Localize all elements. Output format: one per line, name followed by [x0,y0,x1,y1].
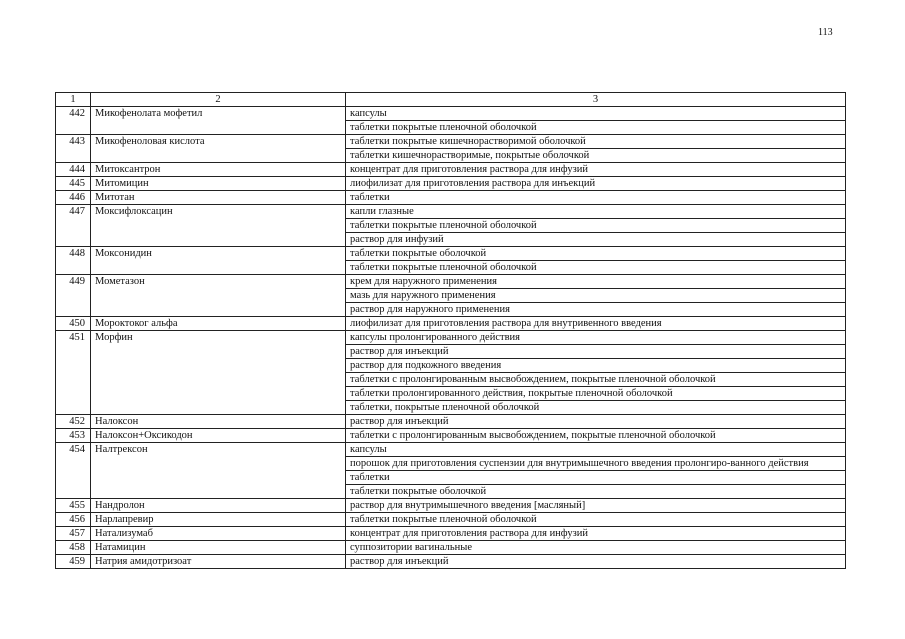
dosage-form: раствор для подкожного введения [346,359,846,373]
entry-number [56,121,91,135]
dosage-form: таблетки с пролонгированным высвобождением, покрытые пленочной оболочкой [346,429,846,443]
entry-number: 453 [56,429,91,443]
dosage-form: раствор для внутримышечного введения [масляный] [346,499,846,513]
drug-name: Натамицин [91,541,346,555]
entry-number [56,289,91,303]
dosage-form: таблетки покрытые пленочной оболочкой [346,513,846,527]
drug-name: Микофенолата мофетил [91,107,346,121]
drug-name: Митомицин [91,177,346,191]
dosage-form: мазь для наружного применения [346,289,846,303]
header-col-3: 3 [346,93,846,107]
dosage-form: таблетки покрытые оболочкой [346,485,846,499]
dosage-form: раствор для наружного применения [346,303,846,317]
dosage-form: таблетки покрытые пленочной оболочкой [346,121,846,135]
table-body [56,107,846,569]
header-col-1: 1 [56,93,91,107]
drug-name: Натализумаб [91,527,346,541]
entry-number [56,387,91,401]
table-row [56,541,846,555]
drug-name: Митоксантрон [91,163,346,177]
dosage-form: таблетки покрытые пленочной оболочкой [346,219,846,233]
entry-number [56,233,91,247]
table-row [56,107,846,121]
entry-number: 456 [56,513,91,527]
table-row [56,527,846,541]
dosage-form: таблетки покрытые оболочкой [346,247,846,261]
table-row [56,177,846,191]
dosage-form: раствор для инъекций [346,415,846,429]
entry-number: 449 [56,275,91,289]
dosage-form: таблетки [346,191,846,205]
drug-name [91,373,346,387]
table-row [56,233,846,247]
dosage-form: капсулы [346,443,846,457]
drug-name [91,289,346,303]
drug-name [91,233,346,247]
entry-number [56,261,91,275]
table-row [56,345,846,359]
entry-number: 450 [56,317,91,331]
drug-name: Микофеноловая кислота [91,135,346,149]
drug-name: Налоксон [91,415,346,429]
entry-number: 444 [56,163,91,177]
entry-number [56,401,91,415]
dosage-form: концентрат для приготовления раствора для инфузий [346,163,846,177]
drug-name [91,359,346,373]
entry-number [56,485,91,499]
table-row [56,499,846,513]
entry-number [56,471,91,485]
drug-name: Моксонидин [91,247,346,261]
drug-name [91,387,346,401]
dosage-form: лиофилизат для приготовления раствора для внутривенного введения [346,317,846,331]
table-row [56,261,846,275]
dosage-form: крем для наружного применения [346,275,846,289]
table-row [56,275,846,289]
table-row [56,513,846,527]
entry-number: 447 [56,205,91,219]
dosage-form: таблетки покрытые пленочной оболочкой [346,261,846,275]
drug-name: Нандролон [91,499,346,513]
table-row [56,317,846,331]
table-row [56,135,846,149]
drug-name: Мометазон [91,275,346,289]
table-row [56,415,846,429]
table-row [56,485,846,499]
entry-number [56,373,91,387]
dosage-form: суппозитории вагинальные [346,541,846,555]
entry-number [56,219,91,233]
entry-number [56,345,91,359]
entry-number [56,457,91,471]
table-row [56,457,846,471]
table-row [56,149,846,163]
drug-forms-table [55,92,846,569]
entry-number: 458 [56,541,91,555]
entry-number [56,303,91,317]
entry-number: 454 [56,443,91,457]
table-row [56,247,846,261]
drug-name [91,219,346,233]
entry-number: 455 [56,499,91,513]
entry-number: 446 [56,191,91,205]
dosage-form: концентрат для приготовления раствора для инфузий [346,527,846,541]
entry-number: 459 [56,555,91,569]
entry-number: 452 [56,415,91,429]
dosage-form: лиофилизат для приготовления раствора для инъекций [346,177,846,191]
dosage-form: таблетки [346,471,846,485]
dosage-form: таблетки пролонгированного действия, покрытые пленочной оболочкой [346,387,846,401]
entry-number: 442 [56,107,91,121]
table-row [56,555,846,569]
table-row [56,121,846,135]
entry-number [56,149,91,163]
drug-name [91,345,346,359]
table-row [56,429,846,443]
table-row [56,359,846,373]
drug-name [91,149,346,163]
header-row [56,93,846,107]
dosage-form: порошок для приготовления суспензии для внутримышечного введения пролонгиро-ванного действия [346,457,846,471]
table-row [56,471,846,485]
entry-number: 443 [56,135,91,149]
entry-number: 457 [56,527,91,541]
dosage-form: раствор для инфузий [346,233,846,247]
table-row [56,191,846,205]
dosage-form: таблетки с пролонгированным высвобождением, покрытые пленочной оболочкой [346,373,846,387]
dosage-form: раствор для инъекций [346,555,846,569]
dosage-form: раствор для инъекций [346,345,846,359]
table-row [56,387,846,401]
table-row [56,163,846,177]
drug-name [91,485,346,499]
table-row [56,303,846,317]
table-row [56,373,846,387]
drug-name [91,457,346,471]
table-row [56,401,846,415]
drug-name: Моксифлоксацин [91,205,346,219]
dosage-form: капсулы [346,107,846,121]
drug-name: Налтрексон [91,443,346,457]
dosage-form: таблетки кишечнорастворимые, покрытые оболочкой [346,149,846,163]
entry-number [56,359,91,373]
drug-name [91,303,346,317]
drug-name [91,401,346,415]
drug-name [91,261,346,275]
drug-name: Мороктоког альфа [91,317,346,331]
drug-name [91,471,346,485]
drug-name: Морфин [91,331,346,345]
table-row [56,443,846,457]
drug-name: Натрия амидотризоат [91,555,346,569]
dosage-form: таблетки покрытые кишечнорастворимой оболочкой [346,135,846,149]
header-col-2: 2 [91,93,346,107]
drug-name: Налоксон+Оксикодон [91,429,346,443]
table-row [56,331,846,345]
table-row [56,205,846,219]
table-row [56,219,846,233]
entry-number: 445 [56,177,91,191]
drug-name: Нарлапревир [91,513,346,527]
drug-name [91,121,346,135]
table-row [56,289,846,303]
page-number: 113 [818,27,833,38]
entry-number: 451 [56,331,91,345]
drug-name: Митотан [91,191,346,205]
dosage-form: таблетки, покрытые пленочной оболочкой [346,401,846,415]
dosage-form: капсулы пролонгированного действия [346,331,846,345]
entry-number: 448 [56,247,91,261]
dosage-form: капли глазные [346,205,846,219]
